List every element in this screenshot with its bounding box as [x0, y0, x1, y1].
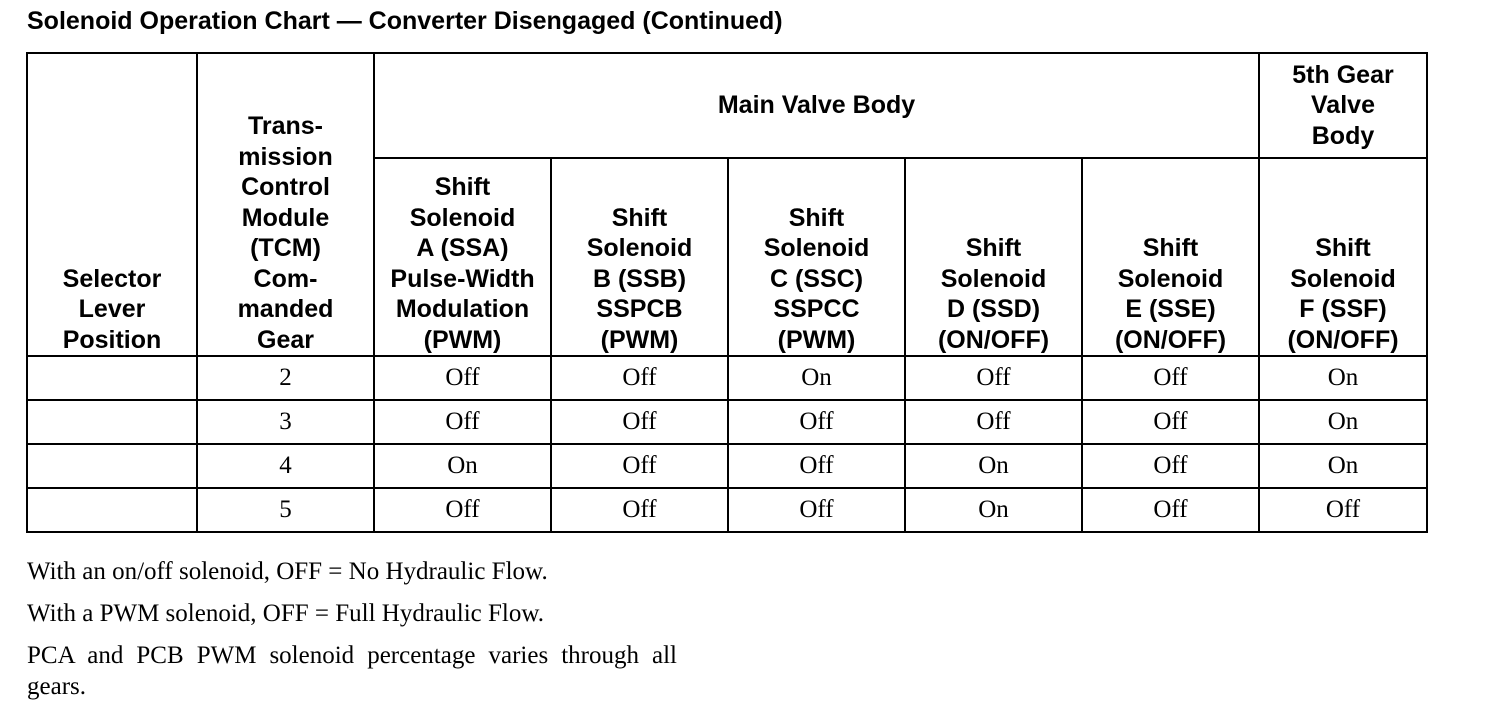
note-pwm-solenoid: With a PWM solenoid, OFF = Full Hydraulic Flow.: [27, 600, 545, 627]
selector-cell: [27, 400, 197, 444]
selector-lever-position-header: Selector Lever Position: [27, 53, 197, 356]
ssb-cell: Off: [551, 488, 728, 532]
fifth-gear-valve-body-header: 5th Gear Valve Body: [1259, 53, 1427, 158]
ssf-cell: Off: [1259, 488, 1427, 532]
note-pwm-percentage: PCA and PCB PWM solenoid percentage varies through all gears.: [27, 642, 677, 700]
selector-cell: [27, 444, 197, 488]
table-row: [27, 444, 1427, 488]
header-row-top: [27, 53, 1427, 158]
ssa-cell: Off: [374, 356, 551, 400]
shift-solenoid-d-header: Shift Solenoid D (SSD) (ON/OFF): [905, 158, 1082, 356]
shift-solenoid-b-header: Shift Solenoid B (SSB) SSPCB (PWM): [551, 158, 728, 356]
tcm-commanded-gear-header: Trans- mission Control Module (TCM) Com- manded Gear: [197, 53, 374, 356]
ssf-cell: On: [1259, 444, 1427, 488]
gear-cell: 2: [197, 356, 374, 400]
selector-cell: [27, 356, 197, 400]
gear-cell: 3: [197, 400, 374, 444]
shift-solenoid-a-header: Shift Solenoid A (SSA) Pulse-Width Modulation (PWM): [374, 158, 551, 356]
shift-solenoid-e-header: Shift Solenoid E (SSE) (ON/OFF): [1082, 158, 1259, 356]
gear-cell: 5: [197, 488, 374, 532]
sse-cell: Off: [1082, 356, 1259, 400]
ssd-cell: Off: [905, 356, 1082, 400]
table-row: [27, 488, 1427, 532]
ssf-cell: On: [1259, 356, 1427, 400]
chart-title: Solenoid Operation Chart — Converter Disengaged (Continued): [27, 7, 783, 35]
ssc-cell: On: [728, 356, 905, 400]
solenoid-operation-table: [26, 52, 1428, 533]
shift-solenoid-c-header: Shift Solenoid C (SSC) SSPCC (PWM): [728, 158, 905, 356]
ssd-cell: On: [905, 488, 1082, 532]
table-row: [27, 400, 1427, 444]
ssa-cell: On: [374, 444, 551, 488]
note-on-off-solenoid: With an on/off solenoid, OFF = No Hydraulic Flow.: [27, 558, 548, 585]
ssc-cell: Off: [728, 400, 905, 444]
main-valve-body-header: Main Valve Body: [374, 53, 1259, 158]
ssb-cell: Off: [551, 400, 728, 444]
ssb-cell: Off: [551, 444, 728, 488]
ssd-cell: On: [905, 444, 1082, 488]
ssf-cell: On: [1259, 400, 1427, 444]
shift-solenoid-f-header: Shift Solenoid F (SSF) (ON/OFF): [1259, 158, 1427, 356]
selector-cell: [27, 488, 197, 532]
ssa-cell: Off: [374, 488, 551, 532]
sse-cell: Off: [1082, 444, 1259, 488]
ssc-cell: Off: [728, 488, 905, 532]
ssa-cell: Off: [374, 400, 551, 444]
notes-section: [27, 556, 677, 713]
sse-cell: Off: [1082, 400, 1259, 444]
ssc-cell: Off: [728, 444, 905, 488]
ssb-cell: Off: [551, 356, 728, 400]
gear-cell: 4: [197, 444, 374, 488]
table-row: [27, 356, 1427, 400]
ssd-cell: Off: [905, 400, 1082, 444]
sse-cell: Off: [1082, 488, 1259, 532]
